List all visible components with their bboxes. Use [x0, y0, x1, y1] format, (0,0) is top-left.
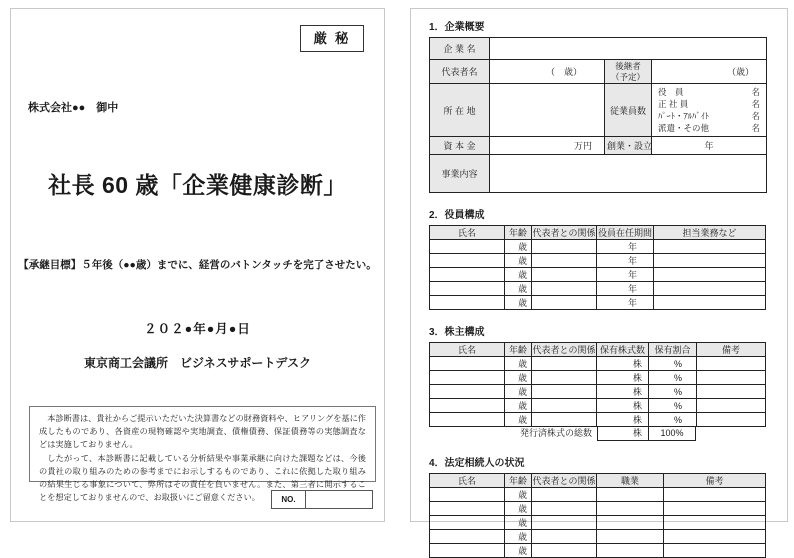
- table-cell: [597, 530, 664, 544]
- table-cell: [654, 254, 766, 268]
- table-cell: 歳: [505, 268, 532, 282]
- table-cell: [597, 544, 664, 558]
- table-cell: [532, 282, 597, 296]
- table-cell: [532, 268, 597, 282]
- table-row: [430, 502, 766, 516]
- table-cell: %: [649, 371, 697, 385]
- column-header: 職業: [597, 474, 664, 488]
- table-row: [430, 371, 766, 385]
- document-title: 社長 60 歳「企業健康診断」: [48, 172, 347, 198]
- cover-page: [10, 8, 385, 522]
- column-header: 代表者との関係: [532, 226, 597, 240]
- capital-field: 万円: [490, 137, 605, 155]
- table-row: [430, 84, 767, 137]
- table-cell: [532, 254, 597, 268]
- table-cell: 歳: [505, 296, 532, 310]
- table-row: [430, 137, 767, 155]
- table-cell: [532, 296, 597, 310]
- table-cell: [654, 268, 766, 282]
- table-row: [430, 60, 767, 84]
- organization-name: 東京商工会議所 ビジネスサポートデスク: [84, 356, 311, 370]
- table-cell: 歳: [505, 399, 532, 413]
- section2-title: 2．役員構成: [429, 210, 485, 221]
- employee-counts-field: 役 員 名 正 社 員 名 ﾊﾟｰﾄ・ｱﾙﾊﾞｲﾄ 名 派遣・その他 名: [652, 84, 767, 137]
- table-cell: 株: [597, 371, 649, 385]
- company-name-label: 企 業 名: [430, 38, 490, 60]
- representative-label: 代表者名: [430, 60, 490, 84]
- table-cell: [664, 544, 766, 558]
- table-cell: 年: [597, 240, 654, 254]
- shares-total-label: 発行済株式の総数: [519, 428, 592, 438]
- table-cell: %: [649, 413, 697, 427]
- column-header: 年齢: [505, 474, 532, 488]
- table-row: [430, 488, 766, 502]
- table-cell: [430, 413, 505, 427]
- table-cell: [532, 240, 597, 254]
- table-cell: [532, 544, 597, 558]
- table-row: [430, 413, 766, 427]
- table-cell: 歳: [505, 282, 532, 296]
- table-cell: 歳: [505, 488, 532, 502]
- table-cell: 歳: [505, 544, 532, 558]
- table-cell: 株: [597, 357, 649, 371]
- column-header: 保有株式数: [597, 343, 649, 357]
- table-row: [430, 385, 766, 399]
- table-cell: 歳: [505, 371, 532, 385]
- business-label: 事業内容: [430, 155, 490, 193]
- table-cell: [664, 530, 766, 544]
- table-cell: [532, 357, 597, 371]
- shares-total-row: [429, 426, 766, 441]
- shares-total-field: 株: [597, 426, 649, 441]
- table-cell: [430, 240, 505, 254]
- table-cell: [430, 530, 505, 544]
- table-row: [430, 282, 766, 296]
- successor-field: （歳）: [652, 60, 767, 84]
- table-cell: %: [649, 385, 697, 399]
- table-cell: 株: [597, 399, 649, 413]
- table-cell: [430, 357, 505, 371]
- table-cell: 年: [597, 268, 654, 282]
- column-header: 備考: [697, 343, 766, 357]
- heirs-table: [429, 473, 766, 558]
- table-row: [430, 516, 766, 530]
- table-cell: [664, 488, 766, 502]
- table-cell: [430, 254, 505, 268]
- table-header-row: [430, 343, 766, 357]
- table-row: [430, 399, 766, 413]
- column-header: 担当業務など: [654, 226, 766, 240]
- table-cell: [654, 296, 766, 310]
- table-cell: [532, 385, 597, 399]
- table-cell: [430, 268, 505, 282]
- table-cell: [697, 371, 766, 385]
- column-header: 氏名: [430, 343, 505, 357]
- table-cell: [664, 516, 766, 530]
- table-row: [430, 296, 766, 310]
- address-field: [490, 84, 605, 137]
- business-field: [490, 155, 767, 193]
- table-cell: 年: [597, 282, 654, 296]
- table-cell: [532, 399, 597, 413]
- table-cell: 年: [597, 296, 654, 310]
- table-cell: [654, 240, 766, 254]
- table-cell: [532, 516, 597, 530]
- column-header: 代表者との関係: [532, 474, 597, 488]
- table-row: [430, 268, 766, 282]
- table-cell: 歳: [505, 413, 532, 427]
- shareholders-table: [429, 342, 766, 427]
- table-row: [430, 357, 766, 371]
- founding-label: 創業・設立: [605, 137, 652, 155]
- table-cell: 歳: [505, 530, 532, 544]
- column-header: 氏名: [430, 474, 505, 488]
- table-cell: 歳: [505, 254, 532, 268]
- document-date: ２０２●年●月●日: [144, 322, 251, 336]
- table-cell: 歳: [505, 240, 532, 254]
- table-cell: [697, 399, 766, 413]
- section3-title: 3．株主構成: [429, 327, 485, 338]
- table-cell: [430, 371, 505, 385]
- table-cell: 株: [597, 413, 649, 427]
- table-cell: [430, 282, 505, 296]
- table-cell: [430, 399, 505, 413]
- table-row: [430, 155, 767, 193]
- founding-field: 年: [652, 137, 767, 155]
- confidential-stamp: 厳 秘: [300, 25, 364, 52]
- table-header-row: [430, 226, 766, 240]
- table-cell: 歳: [505, 502, 532, 516]
- table-cell: [532, 371, 597, 385]
- table-row: [430, 254, 766, 268]
- table-cell: [430, 385, 505, 399]
- table-cell: %: [649, 399, 697, 413]
- table-cell: %: [649, 357, 697, 371]
- officers-table: [429, 225, 766, 310]
- column-header: 氏名: [430, 226, 505, 240]
- table-row: [430, 530, 766, 544]
- table-header-row: [430, 474, 766, 488]
- document-number: [271, 490, 373, 509]
- table-cell: [597, 516, 664, 530]
- table-cell: [532, 413, 597, 427]
- table-cell: [532, 502, 597, 516]
- table-cell: [430, 516, 505, 530]
- table-cell: 歳: [505, 385, 532, 399]
- table-cell: [654, 282, 766, 296]
- section4-title: 4．法定相続人の状況: [429, 458, 525, 469]
- form-page: [410, 8, 788, 556]
- table-cell: [697, 357, 766, 371]
- table-cell: [430, 502, 505, 516]
- table-cell: [430, 296, 505, 310]
- disclaimer-paragraph: 本診断書は、貴社からご提示いただいた決算書などの財務資料や、ヒアリングを基に作成したものであり、各資産の現物確認や実地調査、債権債務、保証債務等の実態調査などは実施しておりません。: [39, 414, 366, 450]
- table-cell: [697, 385, 766, 399]
- table-cell: [430, 488, 505, 502]
- table-cell: [532, 488, 597, 502]
- table-row: [430, 38, 767, 60]
- section1-title: 1．企業概要: [429, 22, 485, 33]
- successor-label: 後継者 （予定）: [605, 60, 652, 84]
- disclaimer-paragraph: したがって、本診断書に記載している分析結果や事業承継に向けた課題などは、今後の貴社の取り組みのための参考までにお示しするものであり、これに依拠した取り組みの結果生じる事象について、弊所はその責任を負いません。また、第三者に開示することを想定しておりませんので、お取扱いにご留意ください。: [39, 453, 366, 503]
- table-cell: 株: [597, 385, 649, 399]
- column-header: 役員在任期間: [597, 226, 654, 240]
- column-header: 代表者との関係: [532, 343, 597, 357]
- column-header: 保有割合: [649, 343, 697, 357]
- ratio-total-value: 100%: [648, 426, 696, 441]
- no-label: NO.: [271, 490, 306, 509]
- table-cell: 年: [597, 254, 654, 268]
- table-cell: [430, 544, 505, 558]
- column-header: 年齢: [505, 226, 532, 240]
- table-cell: [664, 502, 766, 516]
- no-value-field: [305, 490, 373, 509]
- table-cell: [697, 413, 766, 427]
- employees-label: 従業員数: [605, 84, 652, 137]
- address-label: 所 在 地: [430, 84, 490, 137]
- succession-goal: 【承継目標】５年後（●●歳）までに、経営のバトンタッチを完了させたい。: [18, 259, 377, 271]
- table-cell: 歳: [505, 516, 532, 530]
- table-cell: [597, 502, 664, 516]
- representative-field: （ 歳）: [490, 60, 605, 84]
- column-header: 備考: [664, 474, 766, 488]
- company-overview-table: [429, 37, 767, 193]
- column-header: 年齢: [505, 343, 532, 357]
- table-row: [430, 240, 766, 254]
- addressee: 株式会社●● 御中: [28, 102, 119, 114]
- table-cell: 歳: [505, 357, 532, 371]
- capital-label: 資 本 金: [430, 137, 490, 155]
- company-name-field: [490, 38, 767, 60]
- table-cell: [532, 530, 597, 544]
- table-row: [430, 544, 766, 558]
- table-cell: [597, 488, 664, 502]
